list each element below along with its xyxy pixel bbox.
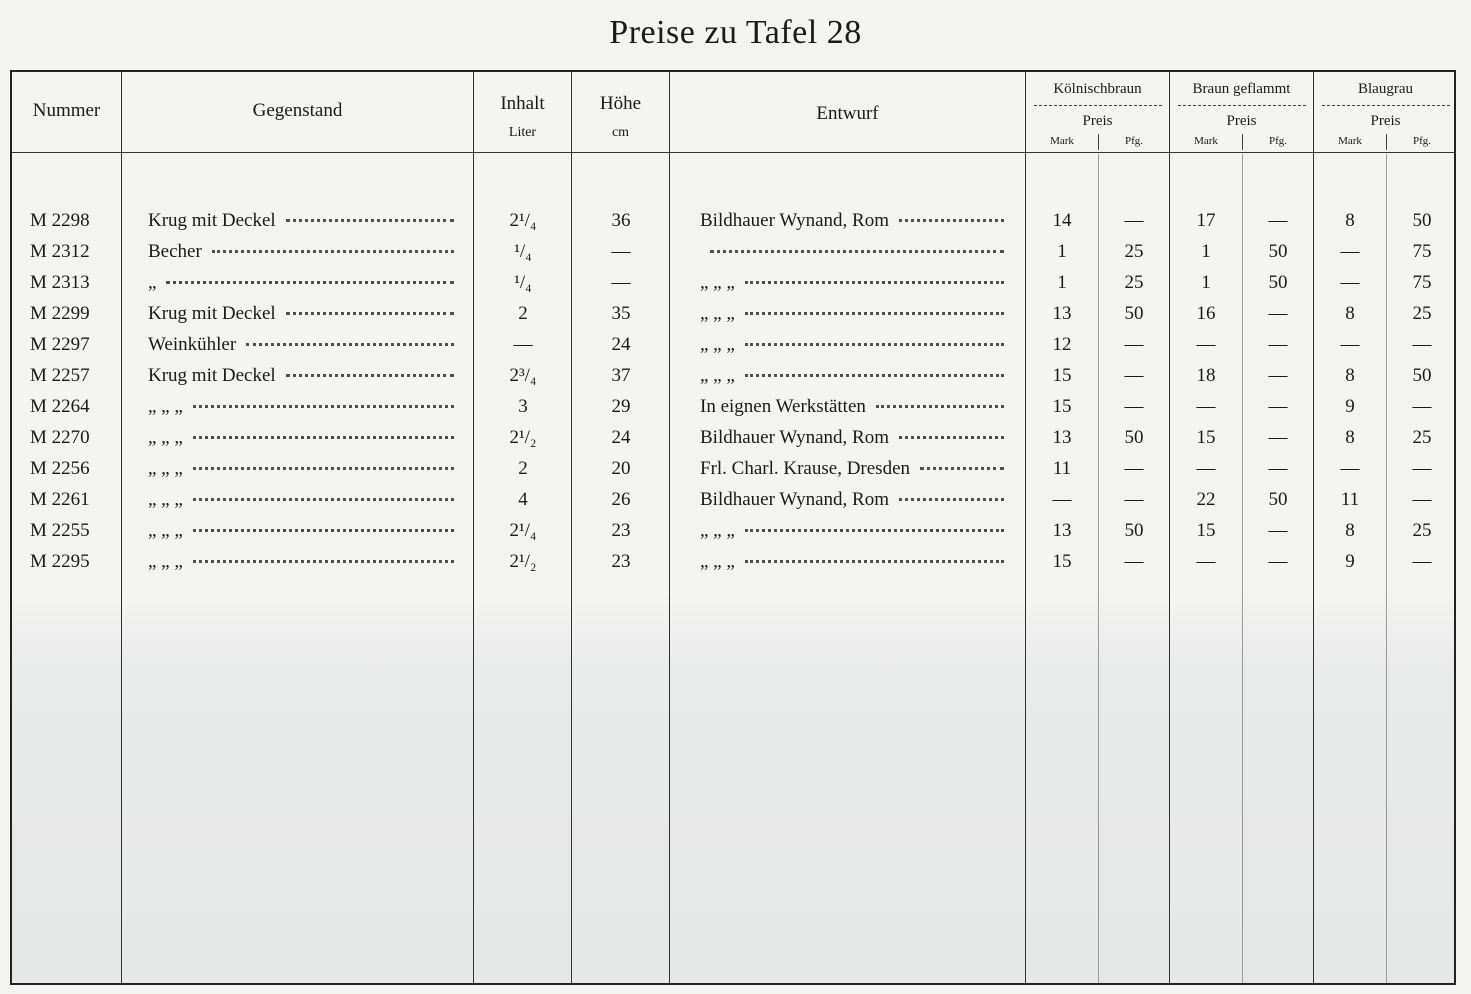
table-row [12, 391, 1454, 422]
cell-blau-mark: — [1340, 241, 1360, 262]
cell-braun-pfg: 50 [1268, 272, 1288, 293]
cell-inhalt: ¹/₄ [514, 272, 532, 293]
cell-blau-pfg: 75 [1412, 272, 1432, 293]
cell-blau-mark: — [1340, 272, 1360, 293]
leader-dots [899, 498, 1004, 501]
table-row [12, 546, 1454, 577]
cell-gegenstand: Becher [148, 241, 202, 262]
leader-dots [745, 343, 1004, 346]
cell-inhalt: 2¹/₄ [509, 520, 537, 541]
header-mark: Mark [1050, 135, 1074, 147]
cell-koeln-mark: 1 [1057, 241, 1067, 262]
cell-blau-mark: — [1340, 334, 1360, 355]
cell-hoehe: 23 [611, 520, 631, 541]
header-inhalt-unit: Liter [508, 125, 537, 140]
cell-gegenstand: Krug mit Deckel [148, 365, 276, 386]
header-subrule [1322, 105, 1450, 106]
cell-nummer: M 2270 [30, 427, 90, 448]
header-koelnischbraun: Kölnischbraun [1053, 81, 1142, 97]
cell-braun-pfg: — [1268, 334, 1288, 355]
cell-inhalt: 2¹/₂ [509, 551, 537, 572]
cell-braun-pfg: — [1268, 365, 1288, 386]
table-row [12, 515, 1454, 546]
cell-nummer: M 2255 [30, 520, 90, 541]
cell-braun-mark: 17 [1196, 210, 1216, 231]
cell-hoehe: 26 [611, 489, 631, 510]
leader-dots [920, 467, 1004, 470]
cell-inhalt: 2 [518, 458, 528, 479]
cell-braun-mark: — [1196, 334, 1216, 355]
cell-hoehe: 36 [611, 210, 631, 231]
cell-braun-mark: — [1196, 396, 1216, 417]
header-entwurf: Entwurf [816, 103, 879, 124]
cell-koeln-pfg: 50 [1124, 303, 1144, 324]
leader-dots [193, 529, 454, 532]
cell-koeln-pfg: — [1124, 334, 1144, 355]
cell-inhalt: — [513, 334, 533, 355]
cell-blau-mark: 8 [1345, 427, 1355, 448]
cell-blau-mark: 8 [1345, 365, 1355, 386]
cell-nummer: M 2261 [30, 489, 90, 510]
table-row [12, 484, 1454, 515]
cell-hoehe: 24 [611, 334, 631, 355]
cell-hoehe: 29 [611, 396, 631, 417]
cell-braun-mark: 15 [1196, 520, 1216, 541]
cell-koeln-mark: 13 [1052, 520, 1072, 541]
cell-blau-pfg: 25 [1412, 520, 1432, 541]
cell-gegenstand: „ „ „ [148, 396, 183, 417]
table-row [12, 236, 1454, 267]
cell-entwurf: In eignen Werkstätten [700, 396, 866, 417]
cell-koeln-pfg: 50 [1124, 520, 1144, 541]
cell-koeln-mark: 11 [1052, 458, 1072, 479]
header-braun-geflammt: Braun geflammt [1192, 81, 1291, 97]
header-inhalt: Inhalt [500, 93, 545, 114]
cell-inhalt: 2 [518, 303, 528, 324]
leader-dots [193, 467, 454, 470]
leader-dots [193, 560, 454, 563]
header-pfg: Pfg. [1412, 135, 1432, 147]
leader-dots [745, 560, 1004, 563]
header-rule [12, 152, 1454, 153]
cell-blau-pfg: — [1412, 489, 1432, 510]
cell-hoehe: 23 [611, 551, 631, 572]
cell-hoehe: 24 [611, 427, 631, 448]
cell-gegenstand: „ „ „ [148, 427, 183, 448]
cell-entwurf: „ „ „ [700, 303, 735, 324]
cell-koeln-pfg: 50 [1124, 427, 1144, 448]
table-row [12, 298, 1454, 329]
leader-dots [899, 436, 1004, 439]
cell-nummer: M 2264 [30, 396, 90, 417]
cell-gegenstand: „ „ „ [148, 520, 183, 541]
cell-blau-mark: 9 [1345, 396, 1355, 417]
cell-koeln-pfg: — [1124, 489, 1144, 510]
cell-hoehe: — [611, 272, 631, 293]
cell-blau-pfg: — [1412, 396, 1432, 417]
cell-koeln-pfg: 25 [1124, 272, 1144, 293]
cell-koeln-mark: 15 [1052, 396, 1072, 417]
cell-braun-mark: 22 [1196, 489, 1216, 510]
leader-dots [193, 498, 454, 501]
cell-inhalt: 2¹/₄ [509, 210, 537, 231]
header-blaugrau: Blaugrau [1358, 81, 1413, 97]
cell-nummer: M 2256 [30, 458, 90, 479]
cell-braun-mark: — [1196, 458, 1216, 479]
cell-inhalt: 4 [518, 489, 528, 510]
cell-inhalt: ¹/₄ [514, 241, 532, 262]
table-row [12, 360, 1454, 391]
cell-gegenstand: „ „ „ [148, 551, 183, 572]
leader-dots [710, 250, 1004, 253]
cell-entwurf: Bildhauer Wynand, Rom [700, 427, 890, 448]
cell-koeln-mark: 1 [1057, 272, 1067, 293]
cell-blau-pfg: 25 [1412, 303, 1432, 324]
cell-blau-mark: — [1340, 458, 1360, 479]
cell-nummer: M 2299 [30, 303, 90, 324]
header-hoehe-unit: cm [611, 125, 630, 140]
cell-blau-mark: 8 [1345, 210, 1355, 231]
cell-nummer: M 2312 [30, 241, 90, 262]
cell-koeln-mark: 13 [1052, 303, 1072, 324]
cell-blau-pfg: — [1412, 551, 1432, 572]
cell-braun-mark: 18 [1196, 365, 1216, 386]
cell-gegenstand: Weinkühler [148, 334, 237, 355]
header-nummer: Nummer [32, 100, 101, 121]
cell-blau-mark: 8 [1345, 303, 1355, 324]
table-row [12, 267, 1454, 298]
cell-koeln-mark: 14 [1052, 210, 1072, 231]
cell-koeln-pfg: — [1124, 365, 1144, 386]
cell-entwurf: „ „ „ [700, 272, 735, 293]
cell-koeln-mark: 15 [1052, 551, 1072, 572]
table-row [12, 453, 1454, 484]
leader-dots [286, 312, 454, 315]
cell-koeln-mark: — [1052, 489, 1072, 510]
cell-entwurf: „ „ „ [700, 365, 735, 386]
leader-dots [246, 343, 454, 346]
cell-koeln-pfg: 25 [1124, 241, 1144, 262]
cell-blau-pfg: 25 [1412, 427, 1432, 448]
cell-braun-pfg: — [1268, 551, 1288, 572]
header-preis: Preis [1370, 113, 1401, 129]
cell-inhalt: 3 [518, 396, 528, 417]
cell-entwurf: „ „ „ [700, 551, 735, 572]
cell-blau-pfg: — [1412, 458, 1432, 479]
header-pfg: Pfg. [1124, 135, 1144, 147]
mark-pfg-divider [1242, 134, 1243, 150]
price-table [10, 70, 1456, 985]
leader-dots [745, 374, 1004, 377]
header-hoehe: Höhe [599, 93, 642, 114]
leader-dots [876, 405, 1004, 408]
cell-koeln-mark: 13 [1052, 427, 1072, 448]
header-mark: Mark [1194, 135, 1218, 147]
cell-inhalt: 2³/₄ [509, 365, 537, 386]
cell-entwurf: „ „ „ [700, 334, 735, 355]
cell-blau-pfg: 75 [1412, 241, 1432, 262]
cell-blau-pfg: — [1412, 334, 1432, 355]
cell-braun-mark: 1 [1201, 272, 1211, 293]
mark-pfg-divider [1098, 134, 1099, 150]
cell-blau-mark: 8 [1345, 520, 1355, 541]
cell-braun-pfg: — [1268, 427, 1288, 448]
cell-gegenstand: „ „ „ [148, 458, 183, 479]
cell-gegenstand: „ [148, 272, 157, 293]
cell-hoehe: — [611, 241, 631, 262]
header-gegenstand: Gegenstand [252, 100, 343, 121]
cell-blau-mark: 9 [1345, 551, 1355, 572]
cell-blau-pfg: 50 [1412, 365, 1432, 386]
cell-koeln-pfg: — [1124, 396, 1144, 417]
cell-hoehe: 20 [611, 458, 631, 479]
cell-inhalt: 2¹/₂ [509, 427, 537, 448]
cell-hoehe: 37 [611, 365, 631, 386]
cell-nummer: M 2257 [30, 365, 90, 386]
leader-dots [166, 281, 454, 284]
cell-braun-pfg: — [1268, 303, 1288, 324]
cell-nummer: M 2295 [30, 551, 90, 572]
cell-blau-pfg: 50 [1412, 210, 1432, 231]
cell-braun-pfg: — [1268, 458, 1288, 479]
cell-entwurf: Bildhauer Wynand, Rom [700, 489, 890, 510]
cell-koeln-pfg: — [1124, 458, 1144, 479]
cell-koeln-pfg: — [1124, 551, 1144, 572]
header-subrule [1034, 105, 1162, 106]
header-mark: Mark [1338, 135, 1362, 147]
table-row [12, 205, 1454, 236]
page-title: Preise zu Tafel 28 [609, 14, 862, 51]
cell-hoehe: 35 [611, 303, 631, 324]
cell-gegenstand: „ „ „ [148, 489, 183, 510]
cell-braun-pfg: 50 [1268, 489, 1288, 510]
cell-braun-pfg: — [1268, 520, 1288, 541]
cell-koeln-mark: 15 [1052, 365, 1072, 386]
cell-braun-pfg: 50 [1268, 241, 1288, 262]
cell-entwurf: Frl. Charl. Krause, Dresden [700, 458, 911, 479]
leader-dots [193, 436, 454, 439]
leader-dots [745, 529, 1004, 532]
header-preis: Preis [1082, 113, 1113, 129]
cell-koeln-mark: 12 [1052, 334, 1072, 355]
cell-gegenstand: Krug mit Deckel [148, 303, 276, 324]
leader-dots [212, 250, 454, 253]
cell-braun-mark: — [1196, 551, 1216, 572]
cell-entwurf: „ „ „ [700, 520, 735, 541]
header-preis: Preis [1226, 113, 1257, 129]
cell-blau-mark: 11 [1340, 489, 1360, 510]
cell-braun-pfg: — [1268, 396, 1288, 417]
cell-entwurf: Bildhauer Wynand, Rom [700, 210, 890, 231]
cell-braun-mark: 15 [1196, 427, 1216, 448]
header-pfg: Pfg. [1268, 135, 1288, 147]
leader-dots [745, 281, 1004, 284]
header-subrule [1178, 105, 1306, 106]
leader-dots [193, 405, 454, 408]
cell-nummer: M 2297 [30, 334, 90, 355]
cell-braun-mark: 16 [1196, 303, 1216, 324]
cell-braun-mark: 1 [1201, 241, 1211, 262]
cell-nummer: M 2313 [30, 272, 90, 293]
cell-braun-pfg: — [1268, 210, 1288, 231]
mark-pfg-divider [1386, 134, 1387, 150]
table-row [12, 329, 1454, 360]
leader-dots [899, 219, 1004, 222]
leader-dots [745, 312, 1004, 315]
cell-nummer: M 2298 [30, 210, 90, 231]
cell-gegenstand: Krug mit Deckel [148, 210, 276, 231]
leader-dots [286, 219, 454, 222]
table-row [12, 422, 1454, 453]
leader-dots [286, 374, 454, 377]
cell-koeln-pfg: — [1124, 210, 1144, 231]
